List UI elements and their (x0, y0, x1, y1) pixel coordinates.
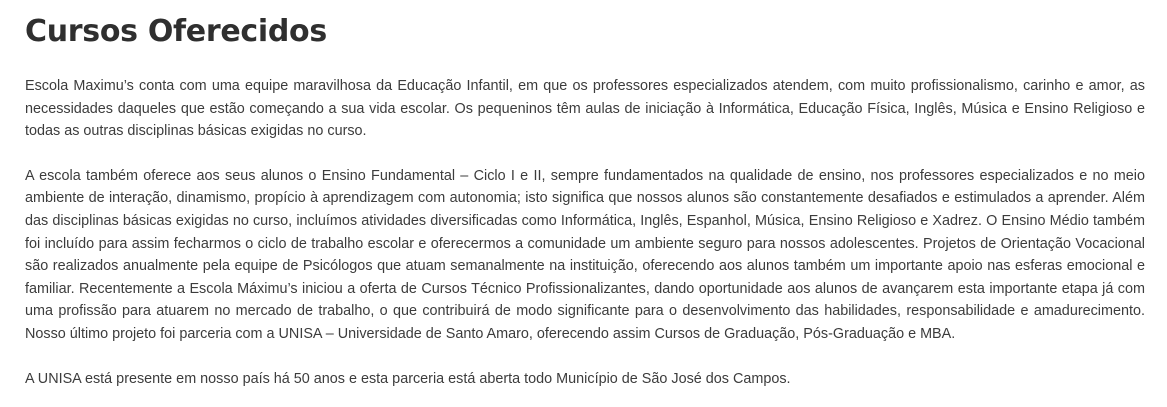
page-title: Cursos Oferecidos (25, 14, 327, 49)
content-area (25, 10, 1145, 390)
paragraph-educacao-infantil: Escola Maximu’s conta com uma equipe maravilhosa da Educação Infantil, em que os professores especializados atendem, com muito profissionalismo, carinho e amor, as necessidades daqueles que estão começando a sua vida escolar. Os pequeninos têm aulas de iniciação à Informática, Educação Física, Inglês, Música e Ensino Religioso e todas as outras disciplinas básicas exigidas no curso. (25, 78, 1145, 140)
paragraph-ensino-fundamental-medio: A escola também oferece aos seus alunos o Ensino Fundamental – Ciclo I e II, sempre fundamentados na qualidade de ensino, nos professores especializados e no meio ambiente de interação, dinamismo, propício à aprendizagem com autonomia; isto significa que nossos alunos são constantemente desafiados e estimulados a aprender. Além das disciplinas básicas exigidas no curso, incluímos atividades diversificadas como Informática, Inglês, Espanhol, Música, Ensino Religioso e Xadrez. O Ensino Médio também foi incluído para assim fecharmos o ciclo de trabalho escolar e oferecermos a comunidade um ambiente seguro para nossos adolescentes. Projetos de Orientação Vocacional são realizados anualmente pela equipe de Psicólogos que atuam semanalmente na instituição, oferecendo aos alunos também um importante apoio nas esferas emocional e familiar. Recentemente a Escola Máximu’s iniciou a oferta de Cursos Técnico Profissionalizantes, dando oportunidade aos alunos de avançarem esta importante etapa já com uma profissão para atuarem no mercado de trabalho, o que contribuirá de modo significante para o desenvolvimento das habilidades, responsabilidade e amadurecimento. Nosso último projeto foi parceria com a UNISA – Universidade de Santo Amaro, oferecendo assim Cursos de Graduação, Pós-Graduação e MBA. (25, 167, 1145, 342)
paragraph-unisa: A UNISA está presente em nosso país há 50 anos e esta parceria está aberta todo Município de São José dos Campos. (25, 370, 791, 387)
